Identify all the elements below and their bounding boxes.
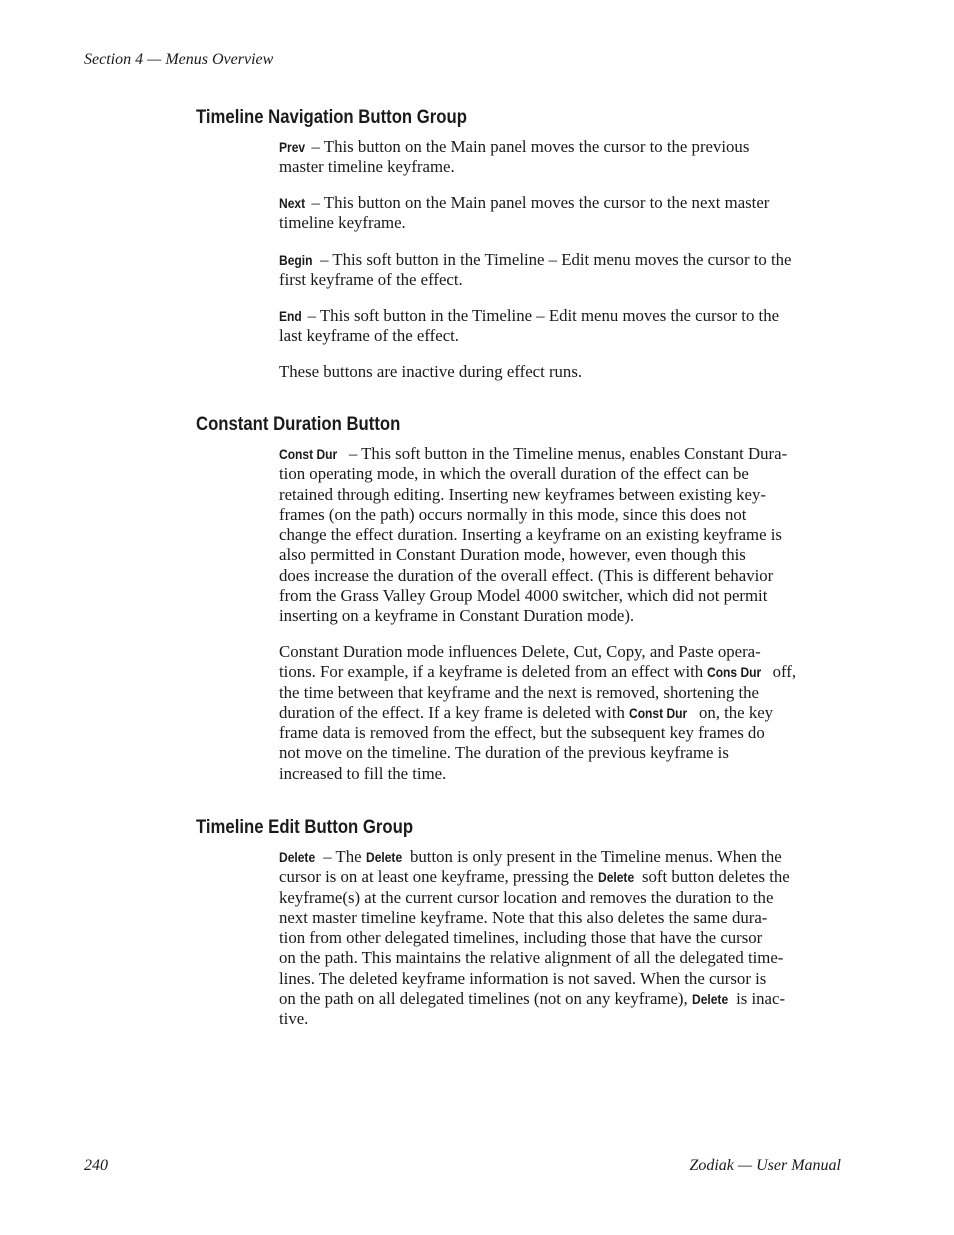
body-text: – This button on the Main panel moves the cursor to the previous	[307, 137, 750, 156]
body-text: Constant Duration mode influences Delete, Cut, Copy, and Paste opera-	[279, 642, 761, 661]
body-text: – This soft button in the Timeline – Edit menu moves the cursor to the	[315, 250, 792, 269]
text-line	[279, 743, 842, 763]
button-name: Delete	[597, 869, 634, 886]
button-name: Const Dur	[629, 704, 688, 721]
paragraph	[279, 642, 842, 784]
body-text: off,	[768, 662, 797, 682]
text-line	[279, 270, 842, 290]
body-text: keyframe(s) at the current cursor location and removes the duration to the	[279, 887, 774, 907]
text-line	[279, 306, 842, 326]
body-text: next master timeline keyframe. Note that this also deletes the same dura-	[279, 907, 768, 927]
body-text: frames (on the path) occurs normally in this mode, since this does not	[279, 504, 747, 524]
body-text: – This button on the Main panel moves the cursor to the next master	[307, 193, 770, 212]
button-name: End	[279, 308, 302, 324]
body-text: on the path on all delegated timelines (not on any keyframe),	[279, 989, 692, 1009]
body-text: tive.	[279, 1009, 309, 1029]
body-text: first keyframe of the effect.	[279, 270, 463, 290]
button-name: Delete	[691, 991, 729, 1008]
button-name: Begin	[279, 252, 313, 268]
manual-title: Zodiak — User Manual	[689, 1157, 841, 1174]
running-head: Section 4 — Menus Overview	[84, 51, 274, 68]
text-line	[279, 566, 842, 586]
body-text: is inac-	[731, 989, 786, 1009]
body-text: retained through editing. Inserting new keyframes between existing key-	[279, 484, 766, 504]
text-line	[279, 683, 842, 703]
body-text: inserting on a keyframe in Constant Duration mode).	[279, 606, 635, 626]
body-text: These buttons are inactive during effect runs.	[279, 362, 583, 381]
body-text: master timeline keyframe.	[279, 157, 455, 177]
paragraph	[279, 137, 842, 178]
text-line	[279, 545, 842, 565]
button-name: Delete	[279, 849, 316, 865]
body-text: change the effect duration. Inserting a keyframe on an existing keyframe is	[279, 525, 782, 545]
text-line	[279, 723, 842, 743]
body-text: does increase the duration of the overall effect. (This is different behavior	[279, 565, 774, 585]
body-text: tion operating mode, in which the overall duration of the effect can be	[279, 464, 749, 484]
body-text: – This soft button in the Timeline – Edit menu moves the cursor to the	[303, 306, 780, 325]
body-text: frame data is removed from the effect, but the subsequent key frames do	[279, 723, 765, 743]
body-text: duration of the effect. If a key frame is deleted with	[279, 702, 630, 722]
body-text: – This soft button in the Timeline menus, enables Constant Dura-	[344, 444, 788, 463]
body-text: also permitted in Constant Duration mode, however, even though this	[279, 545, 746, 565]
body-text: on, the key	[694, 702, 774, 722]
text-line	[279, 505, 842, 525]
text-line	[279, 213, 842, 233]
text-line	[279, 326, 842, 346]
text-line	[279, 969, 842, 989]
body-text: button is only present in the Timeline menus. When the	[405, 847, 782, 866]
body-text: increased to fill the time.	[279, 763, 447, 783]
text-line	[279, 867, 842, 887]
text-line	[279, 1009, 842, 1029]
body-text: tion from other delegated timelines, including those that have the cursor	[279, 928, 763, 948]
section-heading: Constant Duration Button	[196, 414, 401, 435]
text-line	[279, 703, 842, 723]
paragraph	[279, 250, 842, 291]
text-line	[279, 137, 842, 157]
page-number: 240	[84, 1157, 108, 1174]
text-line	[279, 764, 842, 784]
body-text: timeline keyframe.	[279, 213, 406, 233]
body-text: lines. The deleted keyframe information is not saved. When the cursor is	[279, 968, 767, 988]
body-text: soft button deletes the	[637, 867, 790, 887]
body-text: not move on the timeline. The duration of the previous keyframe is	[279, 743, 729, 763]
button-name: Const Dur	[279, 446, 338, 462]
text-line	[279, 525, 842, 545]
text-line	[279, 928, 842, 948]
text-line	[279, 193, 842, 213]
text-line	[279, 250, 842, 270]
button-name: Prev	[279, 139, 306, 155]
button-name: Cons Dur	[707, 664, 762, 681]
paragraph	[279, 444, 842, 627]
text-line	[279, 485, 842, 505]
paragraph	[279, 362, 842, 382]
body-text: last keyframe of the effect.	[279, 326, 459, 346]
text-line	[279, 586, 842, 606]
text-line	[279, 989, 842, 1009]
button-name: Delete	[365, 849, 402, 865]
paragraph	[279, 193, 842, 234]
text-line	[279, 847, 842, 867]
body-text: – The	[319, 847, 366, 866]
text-line	[279, 464, 842, 484]
body-text: cursor is on at least one keyframe, pressing the	[279, 867, 598, 887]
paragraph	[279, 306, 842, 347]
text-line	[279, 908, 842, 928]
button-name: Next	[279, 195, 306, 211]
text-line	[279, 444, 842, 464]
text-line	[279, 642, 842, 662]
text-line	[279, 888, 842, 908]
paragraph	[279, 847, 842, 1030]
text-line	[279, 606, 842, 626]
section-heading: Timeline Edit Button Group	[196, 817, 414, 838]
text-line	[279, 157, 842, 177]
section-heading: Timeline Navigation Button Group	[196, 107, 467, 128]
text-line	[279, 662, 842, 682]
text-line	[279, 948, 842, 968]
text-line	[279, 362, 842, 382]
body-text: on the path. This maintains the relative alignment of all the delegated time-	[279, 948, 784, 968]
body-text: from the Grass Valley Group Model 4000 switcher, which did not permit	[279, 586, 768, 606]
body-text: the time between that keyframe and the next is removed, shortening the	[279, 682, 759, 702]
body-text: tions. For example, if a keyframe is deleted from an effect with	[279, 662, 708, 682]
